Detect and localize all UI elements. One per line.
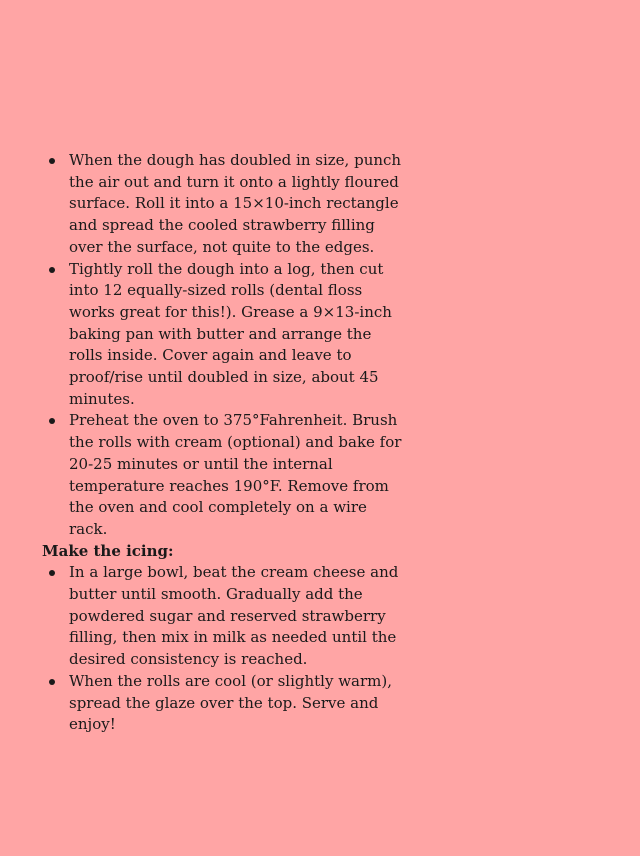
bullet-icon [49, 158, 55, 164]
step-text: In a large bowl, beat the cream cheese and butter until smooth. Gradually add the powdered sugar and reserved strawberry filling, then mix in milk as needed until the desired consistency is reached. [69, 563, 399, 669]
step-text: When the dough has doubled in size, punch the air out and turn it onto a lightly floured surface. Roll it into a 15×10-inch rectangle and spread the cooled strawberry filling over the surface, not quite to the edges. [69, 151, 402, 256]
bullet-icon [49, 267, 55, 273]
icing-heading: Make the icing: [42, 541, 174, 560]
step-text: Preheat the oven to 375°Fahrenheit. Brush the rolls with cream (optional) and bake for 20-25 minutes or until the internal temperature reaches 190°F. Remove from the oven and cool completely on a wire rack. [69, 411, 402, 538]
list-item [69, 150, 402, 259]
list-item [69, 562, 402, 671]
icing-steps-list [42, 562, 402, 736]
list-item [69, 410, 402, 540]
baking-steps-list [42, 150, 402, 541]
step-text: Tightly roll the dough into a log, then cut into 12 equally-sized rolls (dental floss works great for this!). Grease a 9×13-inch baking pan with butter and arrange the rolls inside. Cover again and leave to proof/rise until doubled in size, about 45 minutes. [69, 259, 392, 408]
recipe-instructions [42, 150, 402, 736]
bullet-icon [49, 570, 55, 576]
bullet-icon [49, 418, 55, 424]
step-text: When the rolls are cool (or slightly warm), spread the glaze over the top. Serve and enjoy! [69, 671, 393, 734]
list-item [69, 671, 402, 736]
bullet-icon [49, 679, 55, 685]
list-item [69, 259, 402, 411]
